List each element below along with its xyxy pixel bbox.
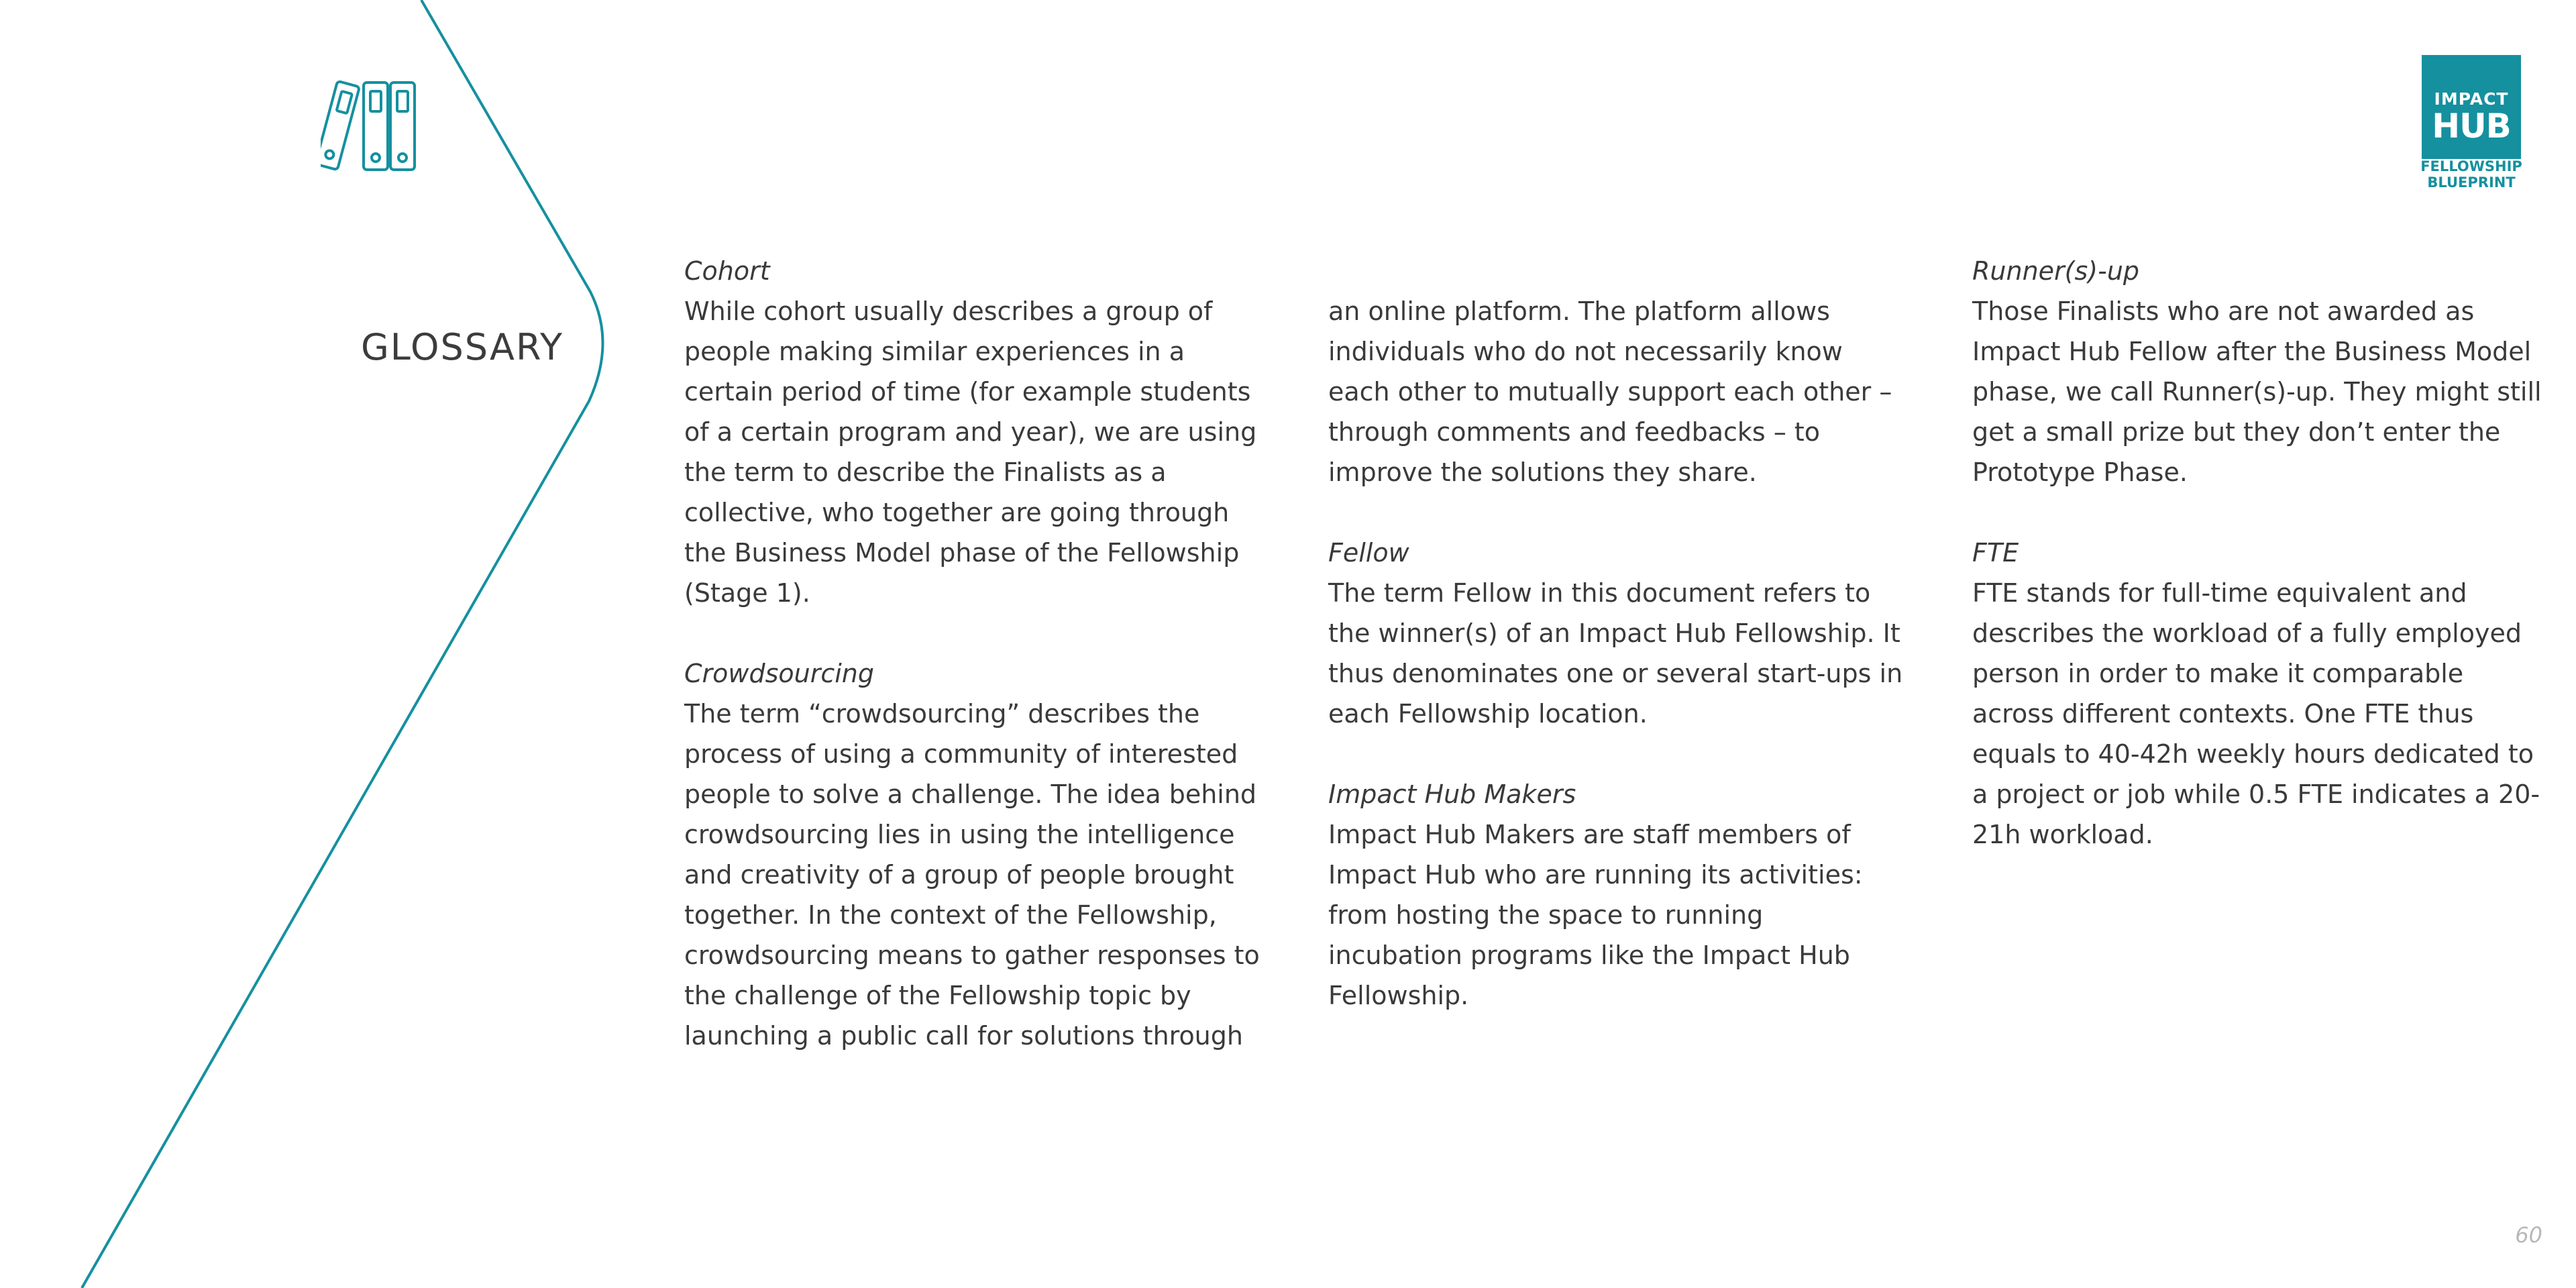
logo-line-hub: HUB <box>2432 107 2511 146</box>
logo-subtitle-blueprint: BLUEPRINT <box>2427 174 2516 191</box>
glossary-column-1 <box>684 251 1261 1096</box>
term-cohort: Cohort <box>684 256 770 286</box>
page-number: 60 <box>2515 1222 2542 1248</box>
logo-subtitle-fellowship: FELLOWSHIP <box>2420 158 2522 174</box>
impact-hub-logo <box>2422 55 2521 159</box>
definition-impact-hub-makers: Impact Hub Makers are staff members of Impact Hub who are running its activities: from hosting the space to running incubation programs like the Impact Hub Fellowship. <box>1328 820 1863 1010</box>
term-runners-up: Runner(s)-up <box>1972 256 2140 286</box>
term-fellow: Fellow <box>1328 538 1409 568</box>
logo-subtitle <box>2418 158 2525 191</box>
glossary-column-3 <box>1972 251 2549 895</box>
logo-line-impact: IMPACT <box>2434 89 2509 109</box>
term-impact-hub-makers: Impact Hub Makers <box>1328 780 1576 809</box>
definition-fte: FTE stands for full-time equivalent and describes the workload of a fully employed person in order to make it comparable across different contexts. One FTE thus equals to 40-42h weekly hours dedicated to a project or job while 0.5 FTE indicates a 20-21h workload. <box>1972 578 2540 849</box>
definition-fellow: The term Fellow in this document refers to the winner(s) of an Impact Hub Fellowship. It thus denominates one or several start-ups in each Fellowship location. <box>1328 578 1903 729</box>
page-title: GLOSSARY <box>360 326 564 368</box>
glossary-column-2 <box>1328 251 1905 1056</box>
definition-runners-up: Those Finalists who are not awarded as Impact Hub Fellow after the Business Model phase, we call Runner(s)-up. They might still get a small prize but they don’t enter the Prototype Phase. <box>1972 297 2542 487</box>
term-crowdsourcing: Crowdsourcing <box>684 659 875 688</box>
definition-cohort: While cohort usually describes a group of people making similar experiences in a certain period of time (for example students of a certain program and year), we are using the term to describe the Finalists as a collective, who together are going through the Business Model phase of the Fellowship (Stage 1). <box>684 297 1257 608</box>
binders-icon <box>321 80 421 174</box>
definition-crowdsourcing-part2: an online platform. The platform allows individuals who do not necessarily know each other to mutually support each other – through comments and feedbacks – to improve the solutions they share. <box>1328 297 1892 487</box>
term-fte: FTE <box>1972 538 2019 568</box>
definition-crowdsourcing-part1: The term “crowdsourcing” describes the process of using a community of interested people to solve a challenge. The idea behind crowdsourcing lies in using the intelligence and creativity of a group of people brought together. In the context of the Fellowship, crowdsourcing means to gather responses to the challenge of the Fellowship topic by launching a public call for solutions through <box>684 699 1260 1051</box>
